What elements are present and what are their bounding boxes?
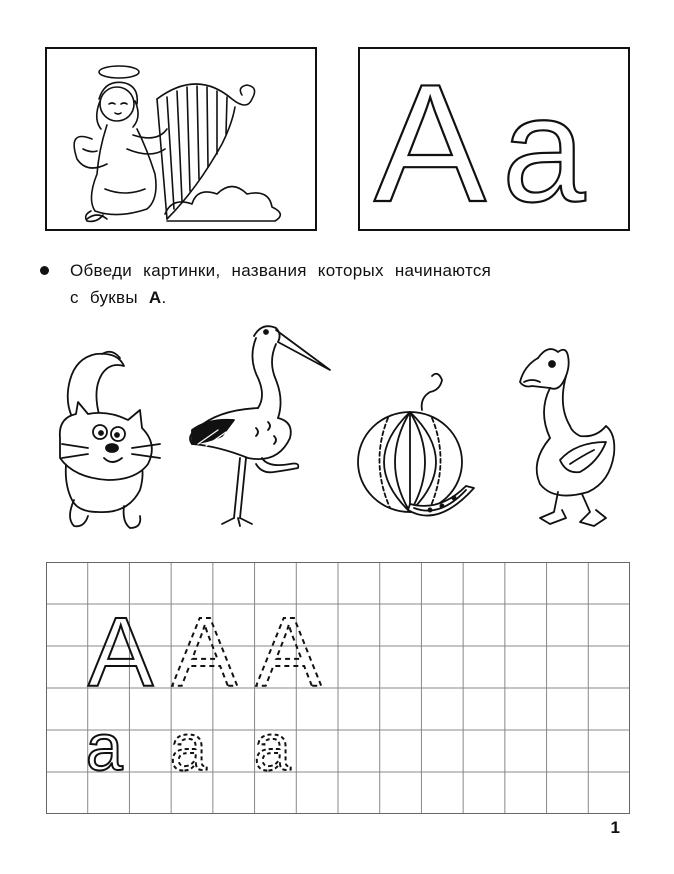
practice-upper-dashed-1[interactable]: A <box>172 597 238 707</box>
practice-upper-dashed-2[interactable]: A <box>256 597 322 707</box>
outline-letter-lower: a <box>502 65 586 229</box>
practice-lower-dashed-2[interactable]: a <box>254 710 291 784</box>
instruction-line-1: Обведи картинки, названия которых начинаются <box>70 261 492 280</box>
bullet-dot <box>40 266 49 275</box>
letter-box <box>358 47 630 231</box>
practice-upper-solid: A <box>88 597 154 707</box>
instruction-line-2 <box>70 285 167 310</box>
practice-lower-solid: a <box>86 710 123 784</box>
goose-illustration <box>510 342 630 534</box>
outline-letters <box>360 49 628 229</box>
writing-grid <box>46 562 630 819</box>
stork-picture[interactable] <box>178 318 338 538</box>
watermelon-picture[interactable] <box>350 370 478 540</box>
outline-letter-upper: A <box>374 49 487 229</box>
instruction-letter: А <box>148 288 162 307</box>
angel-picture-box <box>45 47 317 231</box>
watermelon-illustration <box>350 370 478 535</box>
angel-harp-illustration <box>47 49 315 229</box>
instruction-line-2-prefix: с буквы <box>70 288 149 307</box>
cat-picture[interactable] <box>48 340 168 540</box>
stork-illustration <box>178 318 338 533</box>
cat-illustration <box>48 340 168 535</box>
writing-grid-svg <box>46 562 630 814</box>
instruction-line-2-suffix: . <box>161 288 167 307</box>
practice-lower-dashed-1[interactable]: a <box>170 710 207 784</box>
goose-picture[interactable] <box>510 342 630 539</box>
page-number: 1 <box>610 818 620 837</box>
